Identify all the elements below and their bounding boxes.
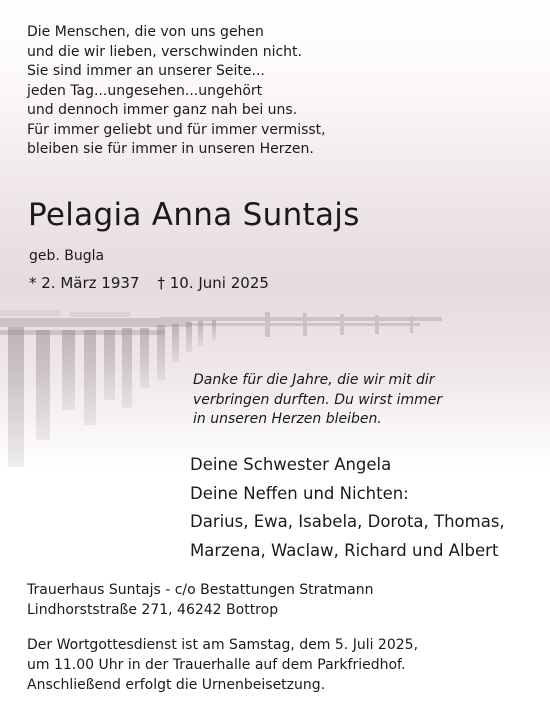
poem-line: und dennoch immer ganz nah bei uns. (27, 102, 298, 118)
thanks-line: in unseren Herzen bleiben. (193, 411, 382, 427)
mourner-line: Darius, Ewa, Isabela, Dorota, Thomas, (190, 512, 505, 531)
poem-line: und die wir lieben, verschwinden nicht. (27, 43, 302, 60)
birth-date: * 2. März 1937 (29, 274, 140, 292)
funeral-home-address (27, 580, 373, 620)
poem-line: Die Menschen, die von uns gehen (27, 24, 264, 40)
poem-line: bleiben sie für immer in unseren Herzen. (27, 141, 314, 157)
service-line: um 11.00 Uhr in der Trauerhalle auf dem Parkfriedhof. (27, 657, 406, 673)
thanks-line: verbringen durften. Du wirst immer (193, 391, 443, 408)
service-line: Anschließend erfolgt die Urnenbeisetzung. (27, 677, 326, 693)
service-details (27, 635, 418, 695)
deceased-name: Pelagia Anna Suntajs (28, 197, 360, 233)
poem-line: Für immer geliebt und für immer vermisst, (27, 121, 326, 138)
poem-line: Sie sind immer an unserer Seite... (27, 63, 265, 79)
poem-line: jeden Tag...ungesehen...ungehört (27, 82, 263, 99)
maiden-name: geb. Bugla (29, 248, 105, 264)
address-line: Lindhorststraße 271, 46242 Bottrop (27, 602, 279, 618)
mourner-line: Deine Schwester Angela (190, 455, 392, 474)
thanks-message (193, 371, 442, 430)
death-date: † 10. Juni 2025 (157, 274, 269, 292)
poem (27, 23, 326, 160)
mourner-line: Deine Neffen und Nichten: (190, 483, 409, 503)
mourners-list (190, 451, 505, 565)
address-line: Trauerhaus Suntajs - c/o Bestattungen Stratmann (27, 582, 374, 598)
life-dates (29, 274, 269, 292)
service-line: Der Wortgottesdienst ist am Samstag, dem 5. Juli 2025, (27, 637, 419, 653)
thanks-line: Danke für die Jahre, die wir mit dir (193, 372, 435, 388)
mourner-line: Marzena, Waclaw, Richard und Albert (190, 540, 499, 560)
